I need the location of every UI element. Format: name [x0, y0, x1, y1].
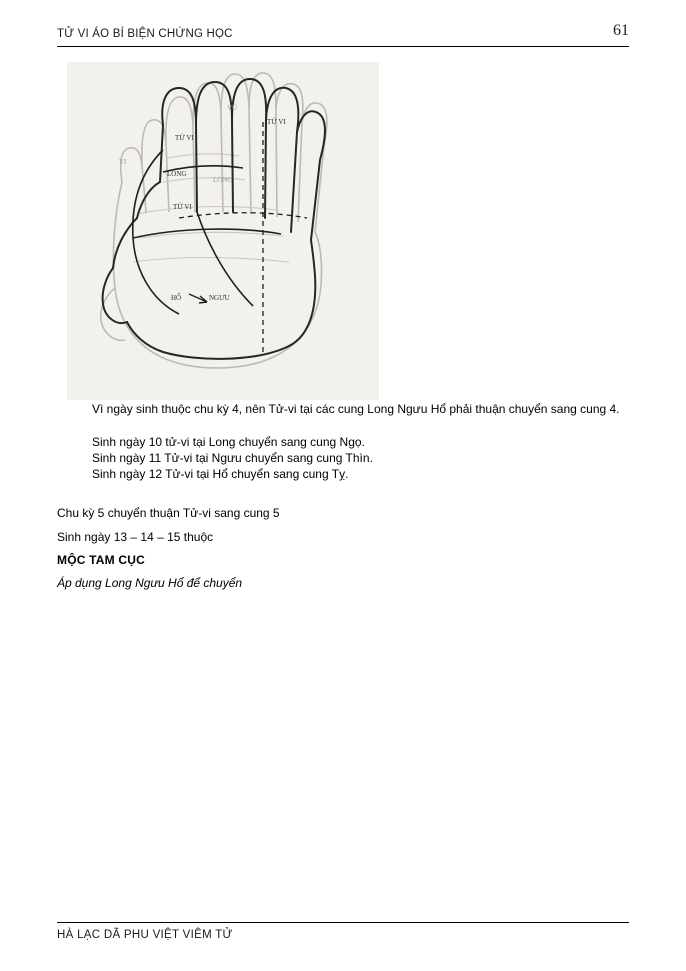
- figure-label: TỬ VI: [267, 118, 286, 126]
- paragraph-2: Sinh ngày 10 tử-vi tại Long chuyển sang cung Ngọ.: [92, 435, 365, 449]
- figure-label: LONG: [167, 170, 187, 178]
- paragraph-6: Sinh ngày 13 – 14 – 15 thuộc: [57, 530, 214, 544]
- figure-label-faint: LONG: [213, 176, 233, 184]
- paragraph-italic: Áp dụng Long Ngưu Hổ để chuyển: [57, 576, 243, 590]
- page-number: 61: [613, 22, 629, 39]
- paragraph-5: Chu kỳ 5 chuyển thuận Tử-vi sang cung 5: [57, 506, 280, 520]
- paragraph-1: Vì ngày sinh thuộc chu kỳ 4, nên Tử-vi tại các cung Long Ngưu Hổ phải thuận chuyển sang cung 4.: [92, 402, 620, 416]
- footer-text: HÀ LẠC DÃ PHU VIỆT VIÊM TỬ: [57, 929, 233, 941]
- section-heading: MỘC TAM CỤC: [57, 553, 145, 567]
- hand-diagram-figure: [67, 62, 379, 400]
- figure-label: TỬ VI: [175, 134, 194, 142]
- page-header: [57, 22, 629, 40]
- header-divider: [57, 46, 629, 47]
- paragraph-4: Sinh ngày 12 Tử-vi tại Hổ chuyển sang cung Tỵ.: [92, 467, 349, 481]
- footer-divider: [57, 922, 629, 923]
- paragraph-3: Sinh ngày 11 Tử-vi tại Ngưu chuyển sang cung Thìn.: [92, 451, 373, 465]
- hand-diagram-image: [67, 62, 379, 400]
- figure-label-faint: VI: [119, 158, 127, 166]
- header-title: TỬ VI ÁO BÍ BIỆN CHỨNG HỌC: [57, 28, 233, 40]
- figure-label: NGƯU: [209, 294, 230, 302]
- figure-label: HỔ: [171, 294, 182, 302]
- figure-label-faint: VŨ: [227, 104, 238, 112]
- figure-label: TỬ VI: [173, 203, 192, 211]
